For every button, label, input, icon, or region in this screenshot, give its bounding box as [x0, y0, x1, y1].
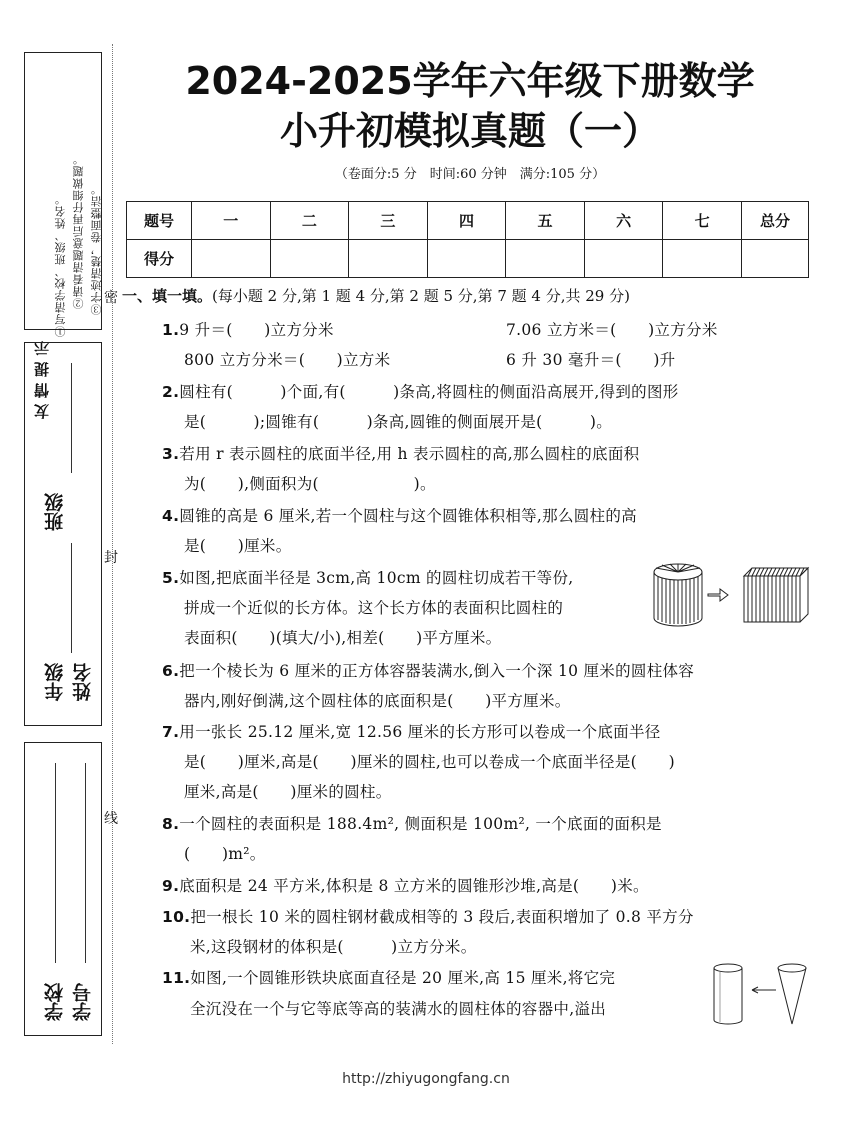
page-title: 2024-2025学年六年级下册数学 [185, 59, 755, 103]
question-6a [162, 659, 694, 681]
number-field-line [85, 763, 86, 963]
question-1b: 7.06 立方米＝( )立方分米 [506, 321, 718, 339]
question-7b: 是( )厘米,高是( )厘米的圆柱,也可以卷成一个底面半径是( ) [184, 753, 675, 771]
question-text: 9 升＝( )立方分米 [179, 321, 334, 339]
question-2a [162, 380, 679, 402]
score-header-cell: 二 [270, 202, 349, 240]
school-field-line [55, 763, 56, 963]
question-4a [162, 504, 637, 526]
question-1a [162, 318, 334, 340]
question-5b: 拼成一个近似的长方体。这个长方体的表面积比圆柱的 [184, 599, 564, 617]
question-11a [162, 966, 615, 988]
score-cell[interactable] [742, 240, 809, 278]
question-number: 11. [162, 969, 191, 987]
question-text: 圆柱有( )个面,有( )条高,将圆柱的侧面沿高展开,得到的图形 [179, 383, 679, 401]
footer-url: http://zhiyugongfang.cn [342, 1071, 510, 1087]
question-text: 如图,一个圆锥形铁块底面直径是 20 厘米,高 15 厘米,将它完 [190, 969, 616, 987]
score-header-cell: 六 [584, 202, 663, 240]
question-4b: 是( )厘米。 [184, 537, 292, 555]
tips-box [24, 52, 103, 419]
tip-3: ③字迹清楚，卷面整洁。 [90, 183, 103, 315]
question-number: 9. [162, 877, 180, 895]
question-number: 1. [162, 321, 180, 339]
question-8b: ( )m²。 [184, 845, 266, 863]
score-header-cell: 七 [663, 202, 742, 240]
tip-1: ①写清学校、班级、姓名。 [54, 193, 67, 337]
score-row-label: 得分 [127, 240, 192, 278]
name-label: 姓名 [72, 663, 94, 701]
seal-word-feng: 封 [104, 550, 118, 566]
score-header-cell: 题号 [127, 202, 192, 240]
question-9 [162, 874, 649, 896]
number-label: 学号 [72, 983, 94, 1021]
question-text: 把一根长 10 米的圆柱钢材截成相等的 3 段后,表面积增加了 0.8 平方分 [190, 908, 694, 926]
seal-word-xian: 线 [104, 811, 118, 827]
question-text: 底面积是 24 平方米,体积是 8 立方米的圆锥形沙堆,高是( )米。 [179, 877, 649, 895]
question-3b: 为( ),侧面积为( )。 [184, 475, 436, 493]
seal-word-mi: 密 [104, 290, 118, 306]
question-5a [162, 566, 574, 588]
score-cell[interactable] [427, 240, 506, 278]
question-text: 用一张长 25.12 厘米,宽 12.56 厘米的长方形可以卷成一个底面半径 [179, 723, 661, 741]
question-6b: 器内,刚好倒满,这个圆柱体的底面积是( )平方厘米。 [184, 692, 571, 710]
score-cell[interactable] [349, 240, 428, 278]
question-number: 8. [162, 815, 180, 833]
score-cell[interactable] [506, 240, 585, 278]
question-text: 把一个棱长为 6 厘米的正方体容器装满水,倒入一个深 10 厘米的圆柱体容 [179, 662, 695, 680]
school-info-box [24, 742, 102, 1036]
question-text: 若用 r 表示圆柱的底面半径,用 h 表示圆柱的高,那么圆柱的底面积 [179, 445, 640, 463]
tips-title: 友情提示 [33, 335, 51, 419]
section-title: 一、填一填。 [122, 287, 213, 305]
exam-info: （卷面分:5 分 时间:60 分钟 满分:105 分） [334, 167, 606, 182]
question-8a [162, 812, 662, 834]
question-11b: 全沉没在一个与它等底等高的装满水的圆柱体的容器中,溢出 [190, 1000, 607, 1018]
question-number: 6. [162, 662, 180, 680]
score-cell[interactable] [663, 240, 742, 278]
question-number: 3. [162, 445, 180, 463]
question-5c: 表面积( )(填大/小),相差( )平方厘米。 [184, 629, 502, 647]
score-cell[interactable] [270, 240, 349, 278]
score-table [126, 201, 809, 278]
container-top-ellipse [714, 964, 742, 972]
arrow-right-icon [708, 589, 728, 601]
question-text: 一个圆柱的表面积是 188.4m², 侧面积是 100m², 一个底面的面积是 [179, 815, 662, 833]
section-note: (每小题 2 分,第 1 题 4 分,第 2 题 5 分,第 7 题 4 分,共 29 分) [212, 287, 630, 305]
cone-base-ellipse [778, 964, 806, 972]
grade-label: 年级 [44, 663, 66, 701]
question-number: 10. [162, 908, 191, 926]
question-number: 7. [162, 723, 180, 741]
question-7a [162, 720, 661, 742]
container-and-cone-figure [712, 962, 812, 1028]
question-text: 圆锥的高是 6 厘米,若一个圆柱与这个圆锥体积相等,那么圆柱的高 [179, 507, 637, 525]
score-cell[interactable] [192, 240, 271, 278]
score-cell[interactable] [584, 240, 663, 278]
question-number: 2. [162, 383, 180, 401]
score-table-header-row [127, 202, 809, 240]
score-header-cell: 一 [192, 202, 271, 240]
school-label: 学校 [44, 983, 66, 1021]
class-label: 班级 [44, 493, 66, 531]
question-10b: 米,这段钢材的体积是( )立方分米。 [190, 938, 477, 956]
score-header-cell: 五 [506, 202, 585, 240]
question-number: 4. [162, 507, 180, 525]
score-table-score-row [127, 240, 809, 278]
class-info-box [24, 342, 102, 726]
question-10a [162, 905, 694, 927]
page-subtitle-title: 小升初模拟真题（一） [279, 109, 660, 153]
question-3a [162, 442, 639, 464]
question-7c: 厘米,高是( )厘米的圆柱。 [184, 783, 392, 801]
grade-field-line [71, 543, 72, 653]
seal-dotted-line [112, 44, 113, 1044]
class-field-line [71, 363, 72, 473]
score-header-cell: 总分 [742, 202, 809, 240]
cylinder-to-cuboid-figure [652, 560, 812, 630]
cuboid-shape [744, 568, 808, 622]
score-header-cell: 三 [349, 202, 428, 240]
question-1c: 800 立方分米＝( )立方米 [184, 351, 391, 369]
question-2b: 是( );圆锥有( )条高,圆锥的侧面展开是( )。 [184, 413, 613, 431]
question-text: 如图,把底面半径是 3cm,高 10cm 的圆柱切成若干等份, [179, 569, 574, 587]
question-1d: 6 升 30 毫升＝( )升 [506, 351, 676, 369]
question-number: 5. [162, 569, 180, 587]
tip-2: ②请看清题意后再仔细做题。 [72, 153, 85, 309]
section-heading [122, 285, 630, 306]
score-header-cell: 四 [427, 202, 506, 240]
